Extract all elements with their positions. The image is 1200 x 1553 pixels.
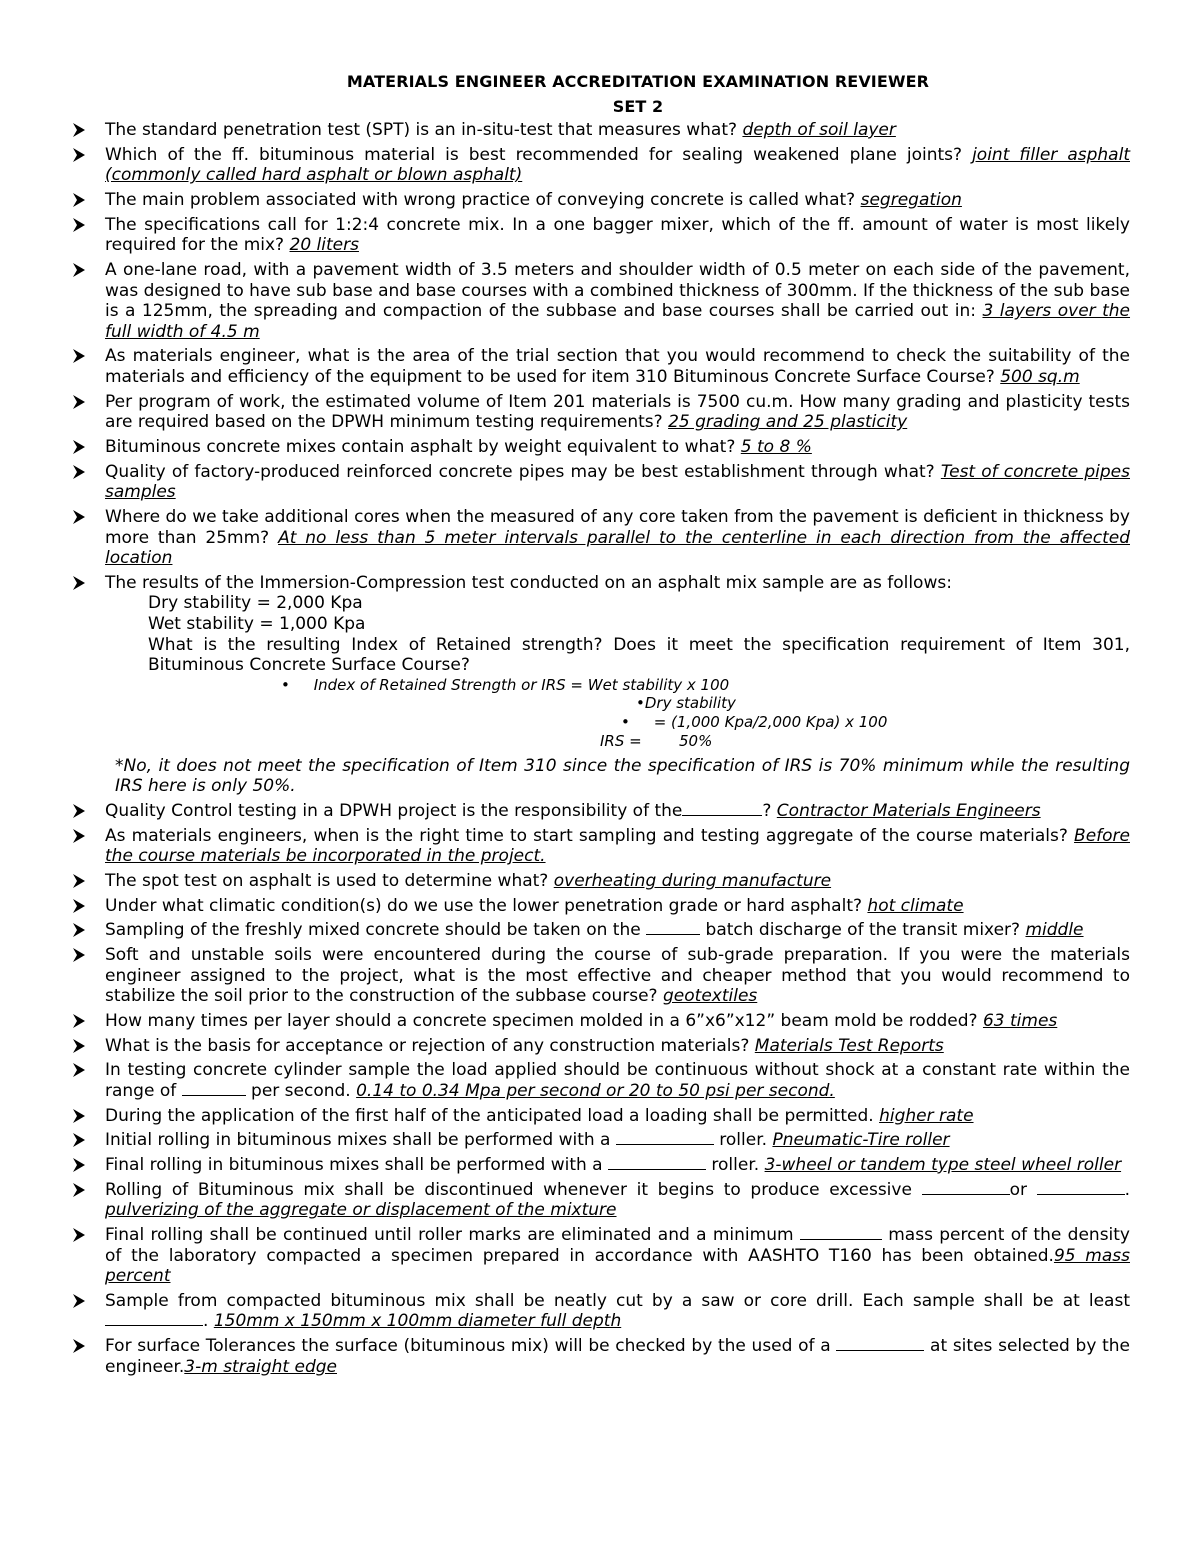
arrow-bullet-icon	[72, 121, 86, 139]
arrow-bullet-icon	[72, 872, 86, 890]
list-item	[72, 1180, 1130, 1221]
document-title: MATERIALS ENGINEER ACCREDITATION EXAMINATION REVIEWER	[346, 72, 930, 91]
arrow-bullet-icon	[72, 438, 86, 456]
list-item	[72, 801, 1130, 822]
answer-text: overheating during manufacture	[553, 871, 832, 892]
arrow-bullet-icon	[72, 574, 86, 592]
list-item	[72, 920, 1130, 941]
question-text: Per program of work, the estimated volume of Item 201 materials is 7500 cu.m. How many grading and plasticity tests are required based on the DPWH minimum testing requirements?	[105, 391, 1130, 433]
question-text: Rolling of Bituminous mix shall be discontinued whenever it begins to produce excessive	[105, 1179, 922, 1200]
answer-blank	[182, 1081, 246, 1096]
arrow-bullet-icon	[72, 1226, 86, 1244]
answer-blank	[105, 1311, 203, 1326]
formula-bullet: •	[281, 675, 314, 694]
arrow-bullet-icon	[72, 1156, 86, 1174]
list-item	[72, 871, 1130, 892]
arrow-bullet-icon	[72, 897, 86, 915]
answer-text: 3 layers over the full width of 4.5 m	[105, 301, 1131, 342]
arrow-bullet-icon	[72, 508, 86, 526]
list-item	[72, 945, 1130, 1007]
question-text: As materials engineers, when is the right time to start sampling and testing aggregate of the course materials?	[105, 825, 1075, 846]
answer-text: middle	[1025, 920, 1084, 941]
list-item	[72, 507, 1130, 569]
list-item	[72, 896, 1130, 917]
answer-text: 150mm x 150mm x 100mm diameter full depth	[213, 1311, 622, 1332]
list-item	[72, 120, 1130, 141]
formula-irs-value: 50%	[679, 731, 713, 750]
question-list	[72, 120, 1130, 1381]
question-text: Final rolling shall be continued until roller marks are eliminated and a minimum	[105, 1224, 800, 1245]
arrow-bullet-icon	[72, 347, 86, 365]
list-item	[72, 1011, 1130, 1032]
question-text: Sampling of the freshly mixed concrete should be taken on the	[105, 920, 647, 941]
list-item	[72, 260, 1130, 342]
answer-blank	[616, 1130, 714, 1145]
answer-text: 95 mass percent	[105, 1245, 1130, 1287]
question-text: Initial rolling in bituminous mixes shall be performed with a	[105, 1130, 616, 1151]
list-item	[72, 437, 1130, 458]
question-text: Final rolling in bituminous mixes shall be performed with a	[105, 1155, 609, 1175]
arrow-bullet-icon	[72, 1061, 86, 1079]
question-text: The standard penetration test (SPT) is an in-situ-test that measures what?	[105, 120, 743, 140]
list-item	[72, 215, 1130, 256]
answer-text: Test of concrete pipes samples	[105, 461, 1130, 503]
list-item	[72, 826, 1130, 867]
question-text: The specifications call for 1:2:4 concrete mix. In a one bagger mixer, which of the ff. amount of water is most likely required for the mix?	[105, 214, 1130, 256]
formula-line-1: Index of Retained Strength or IRS = Wet stability x 100	[313, 675, 730, 694]
question-text: The results of the Immersion-Compression test conducted on an asphalt mix sample are as follows:	[105, 572, 952, 593]
question-text-cont: at sites selected by the engineer.	[105, 1336, 1130, 1377]
answer-text: 3-m straight edge	[184, 1356, 337, 1377]
arrow-bullet-icon	[72, 1012, 86, 1030]
arrow-bullet-icon	[72, 216, 86, 234]
answer-text: Contractor Materials Engineers	[776, 801, 1041, 822]
question-text: Where do we take additional cores when the measured of any core taken from the pavement is deficient in thickness by more than 25mm?	[105, 506, 1130, 548]
answer-blank	[608, 1155, 706, 1170]
question-text: The main problem associated with wrong practice of conveying concrete is called what?	[105, 189, 861, 210]
list-item	[72, 145, 1130, 186]
list-item	[72, 392, 1130, 433]
arrow-bullet-icon	[72, 261, 86, 279]
list-item	[72, 190, 1130, 211]
question-text-cont: .	[203, 1311, 214, 1332]
question-text-cont: .	[1124, 1179, 1130, 1200]
document-subtitle: SET 2	[612, 97, 664, 116]
list-item	[72, 1106, 1130, 1127]
question-text: The spot test on asphalt is used to determine what?	[105, 871, 554, 892]
arrow-bullet-icon	[72, 1037, 86, 1055]
question-text-cont: ?	[762, 801, 777, 822]
answer-blank	[646, 920, 700, 935]
question-text: Sample from compacted bituminous mix shall be neatly cut by a saw or core drill. Each sample shall be at least	[105, 1290, 1130, 1311]
answer-blank	[682, 801, 762, 816]
arrow-bullet-icon	[72, 146, 86, 164]
list-item	[72, 1130, 1130, 1151]
question-text: Under what climatic condition(s) do we use the lower penetration grade or hard asphalt?	[105, 895, 868, 916]
wet-stability: Wet stability = 1,000 Kpa	[148, 614, 366, 634]
question-text: As materials engineer, what is the area of the trial section that you would recommend to check the suitability of the materials and efficiency of the equipment to be used for item 310 Bituminous Concrete Surface Course?	[105, 346, 1130, 387]
answer-text: 63 times	[982, 1010, 1058, 1031]
formula-irs-label: IRS =	[600, 731, 642, 750]
answer-text: hot climate	[867, 895, 964, 916]
list-item	[72, 1291, 1130, 1332]
question-text: Bituminous concrete mixes contain asphalt by weight equivalent to what?	[105, 436, 741, 457]
formula-bullet: •	[636, 693, 645, 712]
question-text-cont: or	[1009, 1179, 1037, 1200]
arrow-bullet-icon	[72, 191, 86, 209]
list-item	[72, 1336, 1130, 1377]
answer-text: joint filler asphalt (commonly called hard asphalt or blown asphalt)	[105, 144, 1130, 186]
list-item	[72, 1155, 1130, 1176]
answer-blank	[1037, 1180, 1125, 1195]
question-text: Which of the ff. bituminous material is best recommended for sealing weakened plane joints?	[105, 144, 973, 165]
question-text: Quality of factory-produced reinforced concrete pipes may be best establishment through what?	[105, 461, 941, 482]
answer-text: Materials Test Reports	[754, 1035, 944, 1056]
answer-text: geotextiles	[663, 986, 758, 1007]
formula-line-3: = (1,000 Kpa/2,000 Kpa) x 100	[653, 712, 888, 731]
arrow-bullet-icon	[72, 921, 86, 939]
answer-text: 20 liters	[289, 235, 359, 256]
list-item	[72, 346, 1130, 387]
dry-stability: Dry stability = 2,000 Kpa	[148, 593, 363, 614]
answer-text: higher rate	[879, 1105, 974, 1126]
question-text-cont: mass percent of the density of the laboratory compacted a specimen prepared in accordance with AASHTO T160 has been obtained.	[105, 1224, 1130, 1266]
question-text: How many times per layer should a concrete specimen molded in a 6”x6”x12” beam mold be rodded?	[105, 1010, 983, 1031]
question-text: During the application of the first half of the anticipated load a loading shall be permitted.	[105, 1105, 880, 1126]
arrow-bullet-icon	[72, 1107, 86, 1125]
answer-text: Before the course materials be incorporated in the project.	[105, 825, 1130, 867]
formula-line-2: Dry stability	[644, 693, 736, 712]
question-text: Soft and unstable soils were encountered during the course of sub-grade preparation. If you were the materials engineer assigned to the project, what is the most effective and cheaper method that you would recommend to stabilize the soil prior to the construction of the subbase course?	[105, 945, 1130, 1007]
question-text: Quality Control testing in a DPWH project is the responsibility of the	[105, 801, 683, 822]
arrow-bullet-icon	[72, 1337, 86, 1355]
arrow-bullet-icon	[72, 1181, 86, 1199]
list-item	[72, 1036, 1130, 1057]
answer-text: At no less than 5 meter intervals parallel to the centerline in each direction from the affected location	[105, 527, 1130, 569]
answer-blank	[800, 1225, 882, 1240]
list-item	[72, 462, 1130, 503]
question-text-cont: batch discharge of the transit mixer?	[700, 920, 1026, 941]
list-item-immersion-test	[72, 573, 1130, 797]
list-item	[72, 1225, 1130, 1287]
arrow-bullet-icon	[72, 827, 86, 845]
answer-text: 25 grading and 25 plasticity	[668, 412, 908, 433]
answer-text: 3-wheel or tandem type steel wheel roller	[764, 1155, 1122, 1175]
arrow-bullet-icon	[72, 393, 86, 411]
question-text-cont: roller.	[713, 1130, 773, 1151]
irs-question: What is the resulting Index of Retained strength? Does it meet the specification requirement of Item 301, Bituminous Concrete Surface Course?	[148, 634, 1130, 676]
answer-text: segregation	[860, 189, 962, 210]
question-text: A one-lane road, with a pavement width of 3.5 meters and shoulder width of 0.5 meter on each side of the pavement, was designed to have sub base and base courses with a combined thickness of 300mm. If the thickness of the sub base is a 125mm, the spreading and compaction of the subbase and base courses shall be carried out in:	[105, 259, 1130, 322]
arrow-bullet-icon	[72, 1131, 86, 1149]
question-text-cont: roller.	[706, 1155, 765, 1175]
question-text: What is the basis for acceptance or rejection of any construction materials?	[105, 1035, 755, 1056]
arrow-bullet-icon	[72, 1292, 86, 1310]
answer-text: 5 to 8 %	[740, 436, 812, 457]
answer-blank	[922, 1180, 1010, 1195]
answer-blank	[836, 1336, 924, 1351]
arrow-bullet-icon	[72, 946, 86, 964]
arrow-bullet-icon	[72, 463, 86, 481]
answer-text: pulverizing of the aggregate or displacement of the mixture	[105, 1200, 617, 1221]
answer-text: Pneumatic-Tire roller	[772, 1130, 950, 1151]
answer-text: 0.14 to 0.34 Mpa per second or 20 to 50 psi per second.	[356, 1080, 835, 1101]
arrow-bullet-icon	[72, 802, 86, 820]
question-text: In testing concrete cylinder sample the load applied should be continuous without shock at a constant rate within the range of	[105, 1060, 1130, 1101]
question-text-cont: per second.	[245, 1080, 357, 1101]
irs-formula	[105, 676, 1130, 750]
answer-text: 500 sq.m	[1000, 367, 1080, 387]
question-text: For surface Tolerances the surface (bituminous mix) will be checked by the used of a	[105, 1336, 837, 1357]
answer-text: depth of soil layer	[742, 120, 896, 140]
formula-bullet: •	[621, 712, 654, 731]
list-item	[72, 1060, 1130, 1101]
irs-note: *No, it does not meet the specification of Item 310 since the specification of IRS is 70% minimum while the resulting IRS here is only 50%.	[115, 755, 1130, 797]
